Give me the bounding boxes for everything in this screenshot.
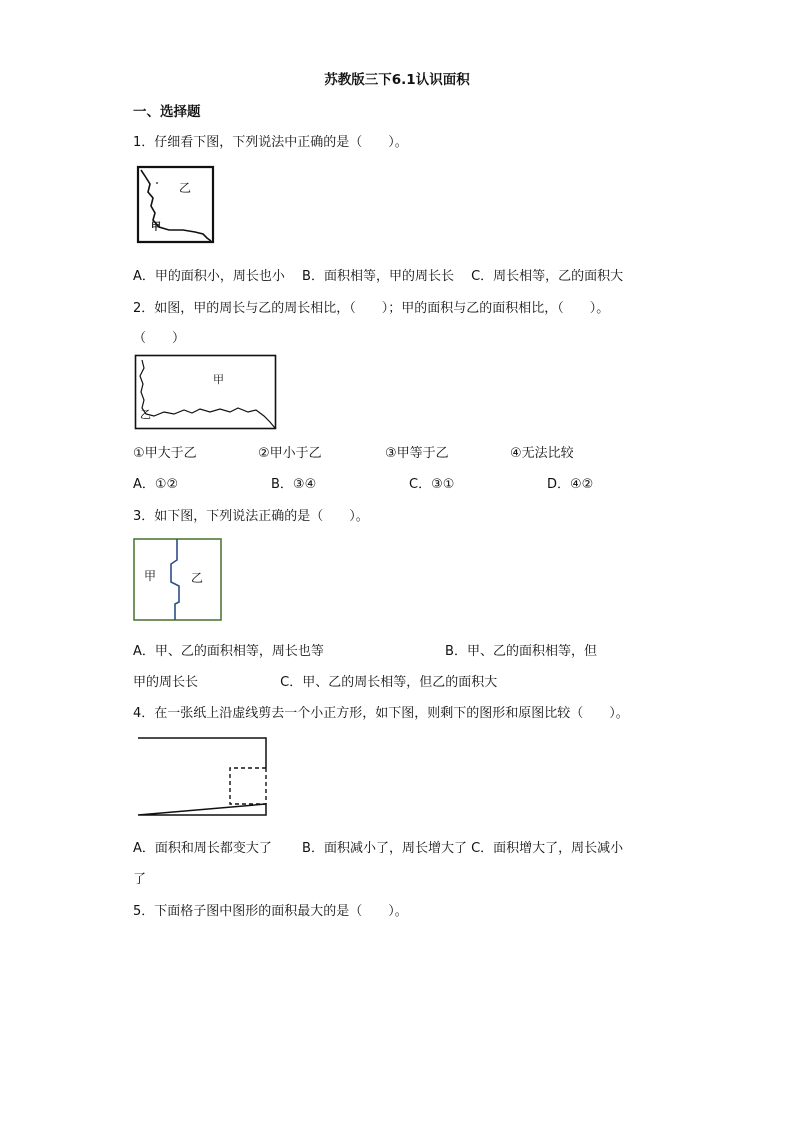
question-4-options-line-2: 了 — [133, 872, 147, 887]
question-1-label-yi: 乙 — [179, 181, 192, 195]
question-2-option-b: B．③④ — [271, 477, 317, 492]
question-2-figure — [134, 354, 278, 430]
question-2-option-a: A．①② — [133, 477, 179, 492]
question-4-figure — [137, 737, 268, 817]
question-2-label-jia: 甲 — [213, 373, 224, 386]
question-3-options-line-2: 甲的周长长 C．甲、乙的周长相等，但乙的面积大 — [133, 675, 498, 690]
question-1-stem: 1．仔细看下图，下列说法中正确的是（ ）。 — [133, 135, 408, 150]
question-3-options-line-1: A．甲、乙的面积相等，周长也等 B．甲、乙的面积相等，但 — [133, 644, 597, 659]
question-2-label-yi: 乙 — [140, 408, 151, 421]
question-1-options: A．甲的面积小，周长也小 B．面积相等，甲的周长长 C．周长相等，乙的面积大 — [133, 269, 624, 284]
question-2-choice-2: ②甲小于乙 — [258, 446, 322, 461]
question-4-stem: 4．在一张纸上沿虚线剪去一个小正方形，如下图，则剩下的图形和原图比较（ ）。 — [133, 706, 629, 721]
question-3-stem: 3．如下图，下列说法正确的是（ ）。 — [133, 509, 369, 524]
question-2-option-d: D．④② — [547, 477, 594, 492]
page-title: 苏教版三下6.1认识面积 — [324, 72, 470, 88]
question-2-stem: 2．如图，甲的周长与乙的周长相比，（ ）；甲的面积与乙的面积相比，（ ）。 — [133, 301, 610, 316]
question-3-label-jia: 甲 — [144, 569, 157, 583]
question-3-label-yi: 乙 — [191, 571, 204, 585]
section-heading: 一、选择题 — [133, 104, 201, 120]
question-3-figure — [133, 538, 223, 622]
question-2-option-c: C．③① — [409, 477, 455, 492]
question-2-choice-1: ①甲大于乙 — [133, 446, 197, 461]
question-2-stem-continued: （ ） — [133, 331, 186, 346]
question-5-stem: 5．下面格子图中图形的面积最大的是（ ）。 — [133, 904, 408, 919]
question-1-label-jia: 甲 — [151, 222, 161, 233]
question-1-figure — [135, 164, 217, 246]
question-4-options-line-1: A．面积和周长都变大了 B．面积减小了，周长增大了 C．面积增大了，周长减小 — [133, 841, 624, 856]
question-2-choice-4: ④无法比较 — [510, 446, 574, 461]
question-2-choice-3: ③甲等于乙 — [385, 446, 449, 461]
